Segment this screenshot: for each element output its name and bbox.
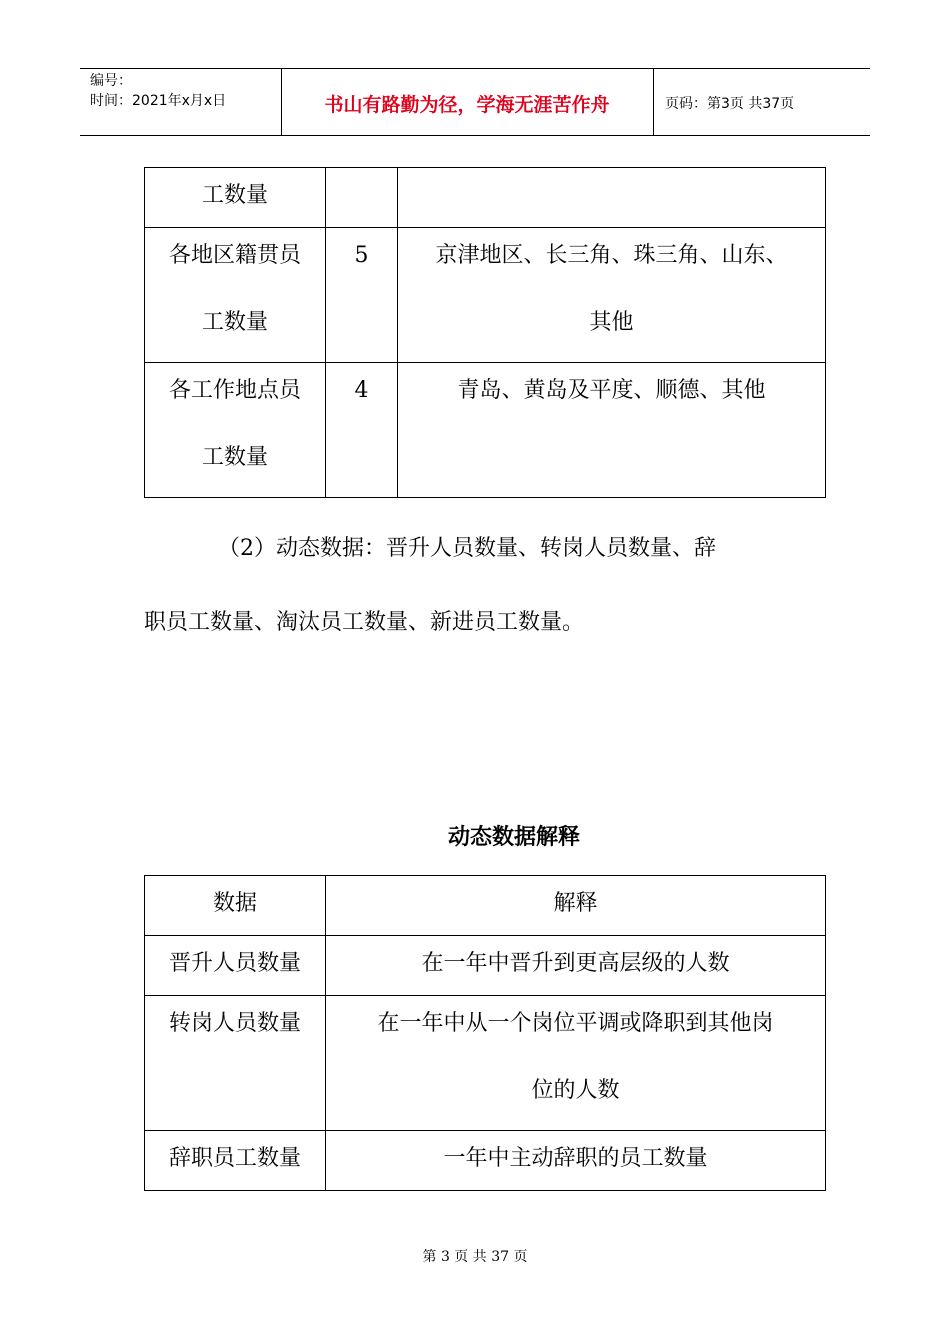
table-cell-data: 辞职员工数量	[145, 1131, 326, 1191]
header-motto: 书山有路勤为径，学海无涯苦作舟	[324, 94, 610, 116]
table-cell-data: 晋升人员数量	[145, 936, 326, 996]
paragraph-line: 职员工数量、淘汰员工数量、新进员工数量。	[144, 610, 585, 635]
header-meta	[90, 71, 226, 111]
table-cell-explanation	[326, 996, 826, 1131]
cell-text: 其他	[589, 310, 634, 335]
page-footer: 第 3 页 共 37 页	[422, 1249, 528, 1265]
cell-text: 工数量	[201, 310, 268, 335]
table-cell-count	[326, 168, 398, 228]
cell-text: 各地区籍贯员	[168, 243, 301, 268]
table-cell-explanation: 在一年中晋升到更高层级的人数	[326, 936, 826, 996]
static-data-table	[144, 167, 826, 498]
header-bottom-rule	[80, 135, 870, 136]
doc-number-label: 编号：	[90, 73, 132, 89]
table-row	[145, 168, 826, 228]
cell-text: 5	[354, 243, 369, 268]
cell-text: 工数量	[201, 183, 268, 208]
doc-time-label: 时间：2021年x月x日	[90, 93, 227, 109]
table-row	[145, 936, 826, 996]
cell-text: 转岗人员数量	[168, 1011, 301, 1036]
cell-text: 工数量	[201, 445, 268, 470]
body-paragraph	[144, 512, 825, 660]
column-header-explanation: 解释	[326, 876, 826, 936]
table-cell-item	[145, 168, 326, 228]
table-cell-count	[326, 363, 398, 498]
table-cell-explanation: 一年中主动辞职的员工数量	[326, 1131, 826, 1191]
dynamic-data-table	[144, 875, 826, 1191]
table-row	[145, 1131, 826, 1191]
header-divider	[653, 68, 654, 135]
cell-text: 位的人数	[531, 1078, 620, 1103]
table-row	[145, 363, 826, 498]
table-header-row	[145, 876, 826, 936]
cell-text: 在一年中从一个岗位平调或降职到其他岗	[377, 1011, 774, 1036]
table-cell-detail	[398, 228, 826, 363]
header-page-label: 页码：第3页 共37页	[665, 96, 795, 112]
column-header-data: 数据	[145, 876, 326, 936]
cell-text: 青岛、黄岛及平度、顺德、其他	[457, 378, 766, 403]
table-title: 动态数据解释	[447, 824, 580, 850]
table-cell-count	[326, 228, 398, 363]
table-cell-item	[145, 363, 326, 498]
table-row	[145, 996, 826, 1131]
header-top-rule	[80, 68, 870, 69]
table-cell-detail	[398, 363, 826, 498]
cell-text: 4	[354, 378, 369, 403]
table-cell-item	[145, 228, 326, 363]
table-cell-data	[145, 996, 326, 1131]
cell-text: 各工作地点员	[168, 378, 301, 403]
cell-text: 京津地区、长三角、珠三角、山东、	[435, 243, 788, 268]
table-cell-detail	[398, 168, 826, 228]
paragraph-line: （2）动态数据：晋升人员数量、转岗人员数量、辞	[218, 536, 716, 561]
table-row	[145, 228, 826, 363]
